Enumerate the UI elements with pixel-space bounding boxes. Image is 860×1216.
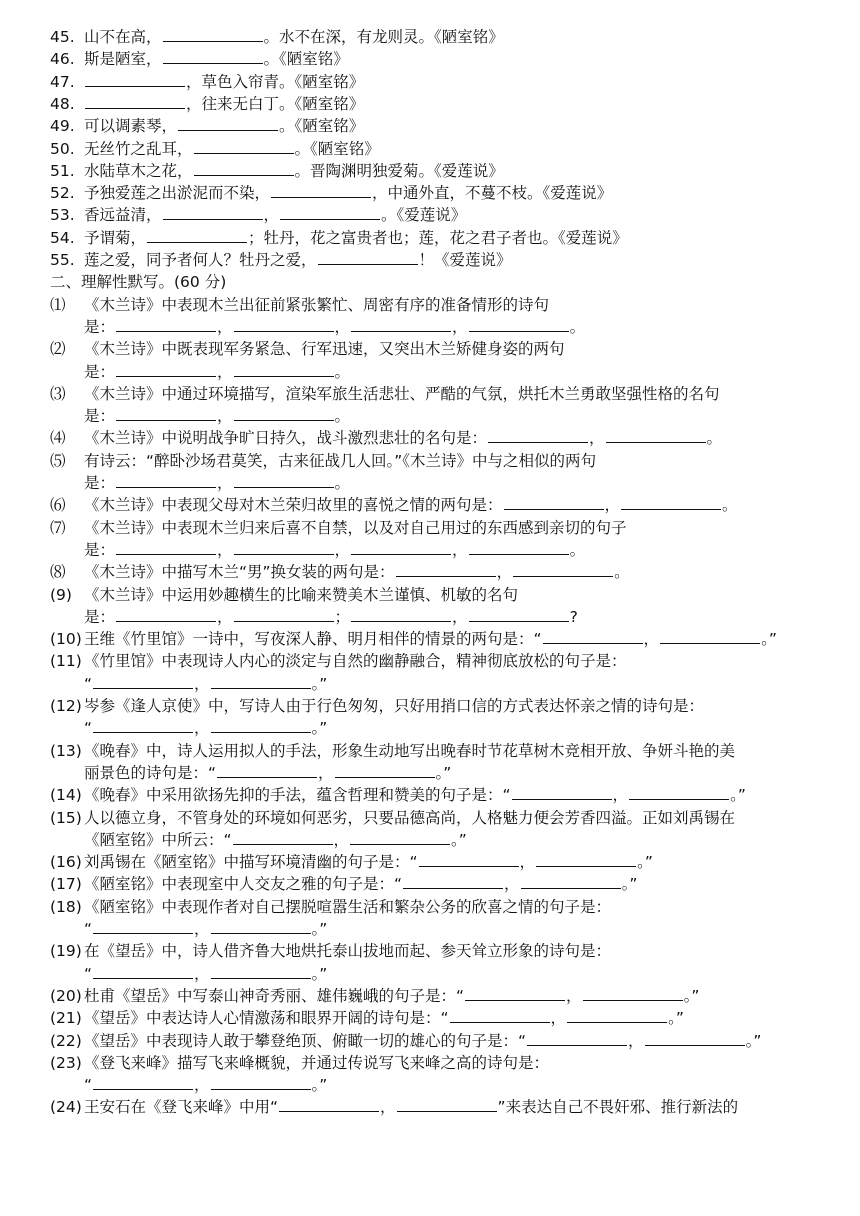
text-segment: 《陋室铭》中表现室中人交友之雅的句子是：“: [84, 875, 403, 894]
fill-item: [50, 204, 812, 226]
fill-item: [50, 26, 812, 48]
answer-blank[interactable]: [397, 1096, 497, 1112]
text-segment: ?: [569, 607, 578, 626]
text-segment: ，: [334, 317, 351, 336]
text-segment: 杜甫《望岳》中写泰山神奇秀丽、雄伟巍峨的句子是：“: [84, 986, 465, 1005]
question-continuation: [84, 606, 812, 628]
text-segment: ，往来无白丁。《陋室铭》: [186, 94, 365, 113]
text-segment: 可以调素琴，: [84, 117, 178, 136]
question-number: ⑹: [50, 496, 66, 515]
text-segment: 王维《竹里馆》一诗中，写夜深人静、明月相伴的情景的两句是：“: [84, 630, 542, 649]
answer-blank[interactable]: [234, 361, 334, 377]
fill-item: [50, 182, 812, 204]
answer-blank[interactable]: [234, 316, 334, 332]
text-segment: ，: [496, 563, 513, 582]
question-item: [50, 940, 812, 962]
text-segment: ，: [612, 786, 629, 805]
answer-blank[interactable]: [419, 851, 519, 867]
text-segment: 。: [569, 317, 586, 336]
question-number: (17): [50, 875, 82, 894]
answer-blank[interactable]: [116, 316, 216, 332]
answer-blank[interactable]: [450, 1007, 550, 1023]
question-number: (24): [50, 1098, 82, 1117]
question-number: (10): [50, 630, 82, 649]
item-number: 46.: [50, 50, 75, 69]
question-number: (18): [50, 897, 82, 916]
text-segment: ，: [452, 540, 468, 559]
text-segment: 刘禹锡在《陋室铭》中描写环境清幽的句子是：“: [84, 853, 418, 872]
answer-blank[interactable]: [178, 115, 278, 131]
question-item: [50, 1030, 812, 1052]
text-segment: 。”: [668, 1009, 684, 1028]
text-segment: 王安石在《登飞来峰》中用“: [84, 1098, 279, 1117]
fill-item: [50, 71, 812, 93]
question-item: [50, 851, 812, 873]
question-number: (12): [50, 697, 82, 715]
question-number: (20): [50, 986, 82, 1005]
question-continuation: [84, 472, 812, 494]
answer-blank[interactable]: [93, 963, 193, 979]
answer-blank[interactable]: [211, 918, 311, 934]
text-segment: 是：: [84, 317, 116, 336]
answer-blank[interactable]: [527, 1030, 627, 1046]
answer-blank[interactable]: [351, 539, 451, 555]
text-segment: ，: [263, 206, 280, 225]
text-segment: ，: [194, 1076, 210, 1095]
question-number: (21): [50, 1009, 82, 1028]
question-item: [50, 1096, 812, 1118]
text-segment: ，: [628, 1031, 644, 1050]
answer-blank[interactable]: [279, 1096, 379, 1112]
question-text: 《木兰诗》中通过环境描写，渲染军旅生活悲壮、严酷的气氛，烘托木兰勇敢坚强性格的名句: [84, 384, 720, 403]
question-item: [50, 807, 812, 829]
text-segment: ，: [318, 763, 334, 782]
answer-blank[interactable]: [396, 561, 496, 577]
text-segment: 。: [334, 407, 351, 426]
text-segment: ；牡丹，花之富贵者也；莲，花之君子者也。《爱莲说》: [248, 228, 628, 247]
text-segment: 。: [334, 474, 351, 492]
question-number: ⑵: [50, 340, 66, 359]
item-number: 55.: [50, 251, 75, 269]
answer-blank[interactable]: [351, 606, 451, 622]
text-segment: 。晋陶渊明独爱菊。《爱莲说》: [294, 161, 504, 180]
item-number: 49.: [50, 117, 75, 136]
answer-blank[interactable]: [606, 427, 706, 443]
fill-item: [50, 138, 812, 160]
text-segment: ，草色入帘青。《陋室铭》: [186, 72, 365, 91]
text-segment: 是：: [84, 362, 116, 381]
answer-blank[interactable]: [234, 606, 334, 622]
text-segment: ；: [334, 607, 351, 626]
answer-blank[interactable]: [211, 963, 311, 979]
fill-item: [50, 160, 812, 182]
text-segment: ，: [217, 407, 233, 426]
question-item: [50, 784, 812, 806]
question-number: (16): [50, 853, 82, 872]
question-item: [50, 896, 812, 918]
question-continuation: [84, 918, 812, 940]
answer-blank[interactable]: [536, 851, 636, 867]
question-item: [50, 517, 812, 539]
text-segment: 山不在高，: [84, 28, 162, 46]
answer-blank[interactable]: [234, 539, 334, 555]
text-segment: 。: [614, 563, 630, 582]
text-segment: 是：: [84, 407, 116, 426]
text-segment: 。: [569, 540, 586, 559]
question-item: [50, 628, 812, 650]
text-segment: 。水不在深，有龙则灵。《陋室铭》: [263, 28, 504, 46]
question-item: [50, 561, 812, 583]
text-segment: 丽景色的诗句是：“: [84, 763, 217, 782]
answer-blank[interactable]: [335, 762, 435, 778]
question-number: (14): [50, 786, 82, 805]
item-number: 45.: [50, 28, 75, 46]
text-segment: ，: [589, 429, 605, 448]
text-segment: 。”: [637, 853, 653, 872]
answer-blank[interactable]: [543, 628, 643, 644]
question-number: ⑻: [50, 563, 66, 582]
text-segment: 是：: [84, 607, 116, 626]
fill-item: [50, 115, 812, 137]
text-segment: 。”: [761, 630, 777, 649]
text-segment: 无丝竹之乱耳，: [84, 139, 193, 158]
text-segment: 是：: [84, 474, 116, 492]
answer-blank[interactable]: [163, 26, 263, 42]
text-segment: ，: [452, 317, 468, 336]
text-segment: ，: [334, 540, 351, 559]
question-number: (15): [50, 808, 82, 827]
answer-blank[interactable]: [521, 873, 621, 889]
question-text: 《登飞来峰》描写飞来峰概貌，并通过传说写飞来峰之高的诗句是：: [84, 1053, 550, 1072]
text-segment: ，: [452, 607, 468, 626]
text-segment: 。: [706, 429, 723, 448]
text-segment: 水陆草木之花，: [84, 161, 193, 180]
text-segment: 。《陋室铭》: [279, 117, 365, 136]
question-number: ⑶: [50, 384, 66, 403]
item-number: 52.: [50, 184, 75, 203]
answer-blank[interactable]: [194, 138, 294, 154]
question-number: (9): [50, 585, 72, 604]
text-segment: 。”: [311, 674, 328, 693]
answer-blank[interactable]: [234, 405, 334, 421]
text-segment: 。”: [311, 719, 328, 738]
question-number: (22): [50, 1031, 82, 1050]
answer-blank[interactable]: [660, 628, 760, 644]
text-segment: ，: [550, 1009, 567, 1028]
question-item: [50, 338, 812, 360]
question-item: [50, 650, 812, 672]
item-number: 50.: [50, 139, 75, 158]
section-title: [50, 271, 812, 293]
answer-blank[interactable]: [85, 93, 185, 109]
question-item: [50, 695, 812, 717]
text-segment: ”来表达自己不畏奸邪、推行新法的: [497, 1098, 739, 1117]
question-number: (11): [50, 652, 82, 671]
text-segment: 斯是陋室，: [84, 50, 162, 69]
question-continuation: [84, 539, 812, 561]
answer-blank[interactable]: [93, 1074, 193, 1090]
item-number: 51.: [50, 161, 75, 180]
question-text: 《竹里馆》中表现诗人内心的淡定与自然的幽静融合，精神彻底放松的句子是：: [84, 652, 627, 671]
answer-blank[interactable]: [163, 48, 263, 64]
answer-blank[interactable]: [621, 494, 721, 510]
text-segment: ，: [194, 920, 210, 938]
text-segment: “: [84, 920, 93, 938]
fill-item: [50, 48, 812, 70]
answer-blank[interactable]: [271, 182, 371, 198]
question-number: ⑷: [50, 429, 66, 448]
text-segment: 《木兰诗》中描写木兰“男”换女装的两句是：: [84, 563, 395, 582]
text-segment: 。”: [311, 1076, 328, 1095]
question-item: [50, 1007, 812, 1029]
question-text: 《木兰诗》中表现木兰出征前紧张繁忙、周密有序的准备情形的诗句: [84, 295, 550, 314]
text-segment: 《木兰诗》中表现父母对木兰荣归故里的喜悦之情的两句是：: [84, 496, 503, 515]
text-segment: ，: [519, 853, 536, 872]
answer-blank[interactable]: [351, 316, 451, 332]
text-segment: 。”: [311, 920, 328, 938]
answer-blank[interactable]: [194, 160, 294, 176]
question-number: ⑴: [50, 295, 66, 314]
question-number: ⑺: [50, 518, 66, 537]
question-item: [50, 494, 812, 516]
text-segment: 。”: [745, 1031, 762, 1050]
question-continuation: [84, 762, 812, 784]
question-continuation: [84, 316, 812, 338]
answer-blank[interactable]: [469, 606, 569, 622]
answer-blank[interactable]: [318, 249, 418, 265]
question-text: 人以德立身，不管身处的环境如何恶劣，只要品德高尚，人格魅力便会芳香四溢。正如刘禹锡在: [84, 808, 736, 827]
item-number: 54.: [50, 228, 75, 247]
text-segment: ，: [194, 719, 210, 738]
answer-blank[interactable]: [504, 494, 604, 510]
question-number: (23): [50, 1053, 82, 1072]
question-item: [50, 873, 812, 895]
answer-blank[interactable]: [211, 1074, 311, 1090]
text-segment: ，: [217, 362, 233, 381]
text-segment: ，: [643, 630, 660, 649]
text-segment: ，: [217, 317, 233, 336]
item-number: 53.: [50, 206, 75, 225]
text-segment: “: [84, 964, 93, 983]
text-segment: 《望岳》中表现诗人敢于攀登绝顶、俯瞰一切的雄心的句子是：“: [84, 1031, 527, 1050]
text-segment: “: [84, 1076, 93, 1095]
text-segment: “: [84, 719, 93, 738]
text-segment: 。《陋室铭》: [263, 50, 349, 69]
question-text: 有诗云：“醉卧沙场君莫笑，古来征战几人回。”《木兰诗》中与之相似的两句: [84, 451, 597, 470]
text-segment: ，: [194, 674, 210, 693]
text-segment: ！《爱莲说》: [418, 251, 512, 269]
text-segment: 莲之爱，同予者何人？牡丹之爱，: [84, 251, 317, 269]
answer-blank[interactable]: [512, 784, 612, 800]
text-segment: 香远益清，: [84, 206, 162, 225]
answer-blank[interactable]: [465, 985, 565, 1001]
answer-blank[interactable]: [116, 472, 216, 488]
question-text: 《陋室铭》中表现作者对自己摆脱喧嚣生活和繁杂公务的欣喜之情的句子是：: [84, 897, 612, 916]
answer-blank[interactable]: [211, 717, 311, 733]
question-text: 在《望岳》中，诗人借齐鲁大地烘托泰山拔地而起、参天耸立形象的诗句是：: [84, 942, 612, 961]
text-segment: ，: [604, 496, 621, 515]
text-segment: 是：: [84, 540, 116, 559]
fill-item: [50, 93, 812, 115]
answer-blank[interactable]: [93, 918, 193, 934]
text-segment: 《陋室铭》中所云：“: [84, 830, 232, 849]
text-segment: 予独爱莲之出淤泥而不染，: [84, 184, 271, 203]
question-text: 《木兰诗》中表现木兰归来后喜不自禁，以及对自己用过的东西感到亲切的句子: [84, 518, 627, 537]
text-segment: ，: [504, 875, 520, 894]
question-continuation: [84, 717, 812, 739]
answer-blank[interactable]: [488, 427, 588, 443]
text-segment: ，: [194, 964, 210, 983]
section-title-text: 二、理解性默写。(60 分): [50, 273, 227, 292]
question-item: [50, 740, 812, 762]
question-continuation: [84, 405, 812, 427]
answer-blank[interactable]: [234, 472, 334, 488]
question-text: 《晚春》中，诗人运用拟人的手法，形象生动地写出晚春时节花草树木竞相开放、争妍斗艳的美: [84, 741, 736, 760]
text-segment: 。”: [451, 830, 467, 849]
text-segment: ，: [217, 474, 233, 492]
question-item: [50, 427, 812, 449]
text-segment: 《木兰诗》中说明战争旷日持久，战斗激烈悲壮的名句是：: [84, 429, 488, 448]
answer-blank[interactable]: [350, 829, 450, 845]
text-segment: 。”: [683, 986, 700, 1005]
answer-blank[interactable]: [93, 673, 193, 689]
question-number: ⑸: [50, 451, 66, 470]
answer-blank[interactable]: [217, 762, 317, 778]
text-segment: 。”: [311, 964, 328, 983]
fill-item: [50, 249, 812, 271]
item-number: 47.: [50, 72, 75, 91]
text-segment: ，中通外直，不蔓不枝。《爱莲说》: [372, 184, 613, 203]
text-segment: ，: [566, 986, 582, 1005]
answer-blank[interactable]: [147, 227, 247, 243]
question-number: (13): [50, 741, 82, 760]
question-continuation: [84, 361, 812, 383]
text-segment: 《望岳》中表达诗人心情激荡和眼界开阔的诗句是：“: [84, 1009, 449, 1028]
text-segment: 。《陋室铭》: [294, 139, 380, 158]
answer-blank[interactable]: [583, 985, 683, 1001]
answer-blank[interactable]: [85, 71, 185, 87]
answer-blank[interactable]: [211, 673, 311, 689]
text-segment: ，: [333, 830, 350, 849]
answer-blank[interactable]: [403, 873, 503, 889]
answer-blank[interactable]: [645, 1030, 745, 1046]
answer-blank[interactable]: [233, 829, 333, 845]
text-segment: 。: [722, 496, 738, 515]
answer-blank[interactable]: [93, 717, 193, 733]
answer-blank[interactable]: [116, 606, 216, 622]
answer-blank[interactable]: [629, 784, 729, 800]
text-segment: ，: [217, 607, 233, 626]
text-segment: ，: [380, 1098, 396, 1117]
text-segment: 。”: [621, 875, 638, 894]
answer-blank[interactable]: [116, 405, 216, 421]
fill-item: [50, 227, 812, 249]
answer-blank[interactable]: [567, 1007, 667, 1023]
text-segment: 。”: [435, 763, 452, 782]
question-item: [50, 985, 812, 1007]
question-text: 《木兰诗》中运用妙趣横生的比喻来赞美木兰谨慎、机敏的名句: [84, 585, 519, 604]
answer-blank[interactable]: [513, 561, 613, 577]
question-item: [50, 450, 812, 472]
answer-blank[interactable]: [280, 204, 380, 220]
question-continuation: [84, 1074, 812, 1096]
question-continuation: [84, 963, 812, 985]
item-number: 48.: [50, 94, 75, 113]
question-continuation: [84, 673, 812, 695]
text-segment: 。《爱莲说》: [381, 206, 467, 225]
question-item: [50, 1052, 812, 1074]
question-text: 《木兰诗》中既表现军务紧急、行军迅速，又突出木兰矫健身姿的两句: [84, 340, 565, 359]
answer-blank[interactable]: [116, 361, 216, 377]
text-segment: 《晚春》中采用欲扬先抑的手法，蕴含哲理和赞美的句子是：“: [84, 786, 511, 805]
answer-blank[interactable]: [163, 204, 263, 220]
answer-blank[interactable]: [469, 316, 569, 332]
text-segment: ，: [217, 540, 233, 559]
text-segment: 。: [334, 362, 351, 381]
answer-blank[interactable]: [469, 539, 569, 555]
question-number: (19): [50, 942, 82, 961]
text-segment: “: [84, 674, 93, 693]
text-segment: 予谓菊，: [84, 228, 147, 247]
question-text: 岑参《逢人京使》中，写诗人由于行色匆匆，只好用捎口信的方式表达怀亲之情的诗句是：: [84, 697, 705, 715]
text-segment: 。”: [730, 786, 746, 805]
question-item: [50, 383, 812, 405]
question-item: [50, 584, 812, 606]
answer-blank[interactable]: [116, 539, 216, 555]
question-continuation: [84, 829, 812, 851]
question-item: [50, 294, 812, 316]
